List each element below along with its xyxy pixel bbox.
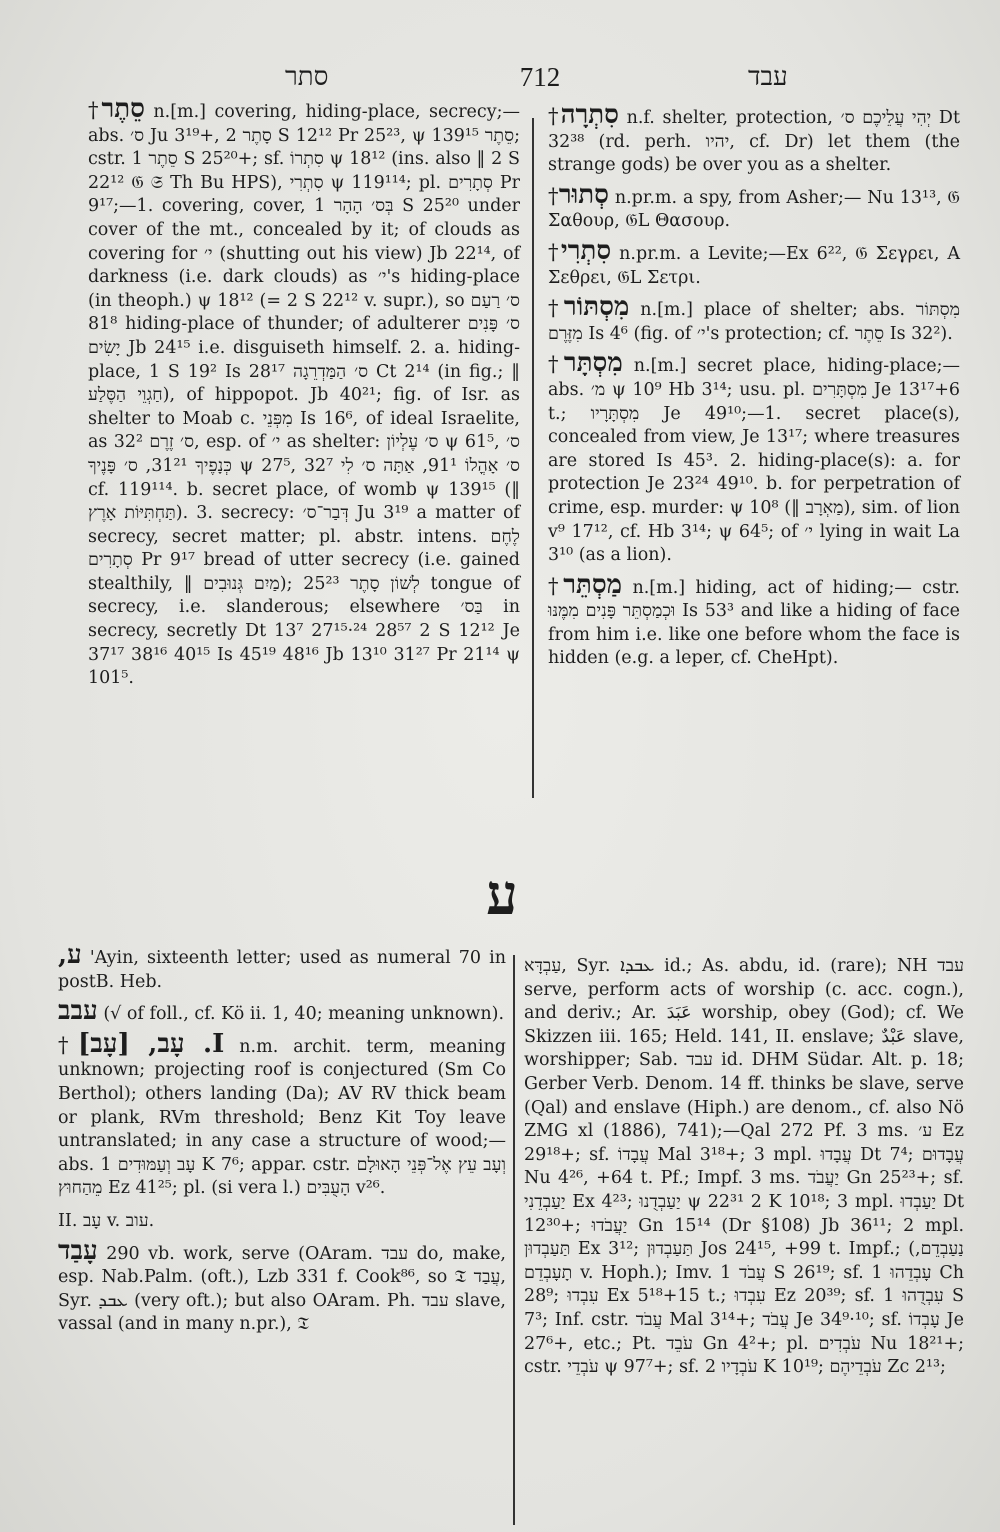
column-rule-bottom: [513, 955, 515, 1525]
entry: [548, 179, 960, 234]
column-rule-top: [532, 118, 534, 798]
lemma: סְתוּר: [558, 179, 609, 210]
entry-text: n.[m.] place of shelter; abs. מִסְתּוֹר מִזֶּרֶם Is 4⁶ (fig. of י׳'s protection; cf. סֵתֶר Is 32²).: [548, 300, 960, 344]
lemma: I. עָב, [עָב]: [77, 1028, 225, 1059]
entry: [548, 292, 960, 346]
entry-text: II. עָב v. עוב.: [58, 1210, 155, 1231]
entry: [548, 100, 961, 178]
entry-text: (√ of foll., cf. Kö ii. 1, 40; meaning unknown).: [103, 1004, 505, 1025]
entry: [548, 569, 960, 671]
column-4: [524, 952, 964, 1386]
entry-text: n.pr.m. a Levite;—Ex 6²², 𝔊 Σεγρει, A Σεθρει, 𝔊L Σετρι.: [548, 243, 961, 288]
lemma: מִסְתּוֹר: [563, 292, 630, 323]
page-number: 712: [519, 62, 561, 92]
dagger-mark: †: [88, 98, 102, 122]
running-head-right: עבד: [748, 62, 788, 92]
dagger-mark: †: [548, 239, 561, 264]
entry: [58, 1235, 506, 1337]
column-2: [548, 100, 961, 677]
entry: [58, 996, 506, 1027]
running-head-left: סתר: [285, 62, 329, 92]
dagger-mark: †: [548, 573, 564, 598]
entry-text: 'Ayin, sixteenth letter; used as numeral 70 in postB. Heb.: [58, 948, 506, 992]
entry-text: n.[m.] covering, hiding-place, secrecy;—abs. ס׳ Ju 3¹⁹+, סָתֶר 2 S 12¹² Pr 25²³, ψ סֵתֶר 139¹⁵; cstr. סֵתֶר 1 S 25²⁰+; sf. סִתְרוֹ ψ 18¹² (ins. also ‖ 2 S 22¹² 𝔊 𝔖 Th Bu HPS), סִתְרִי ψ 119¹¹⁴; pl. סְתָרִים Pr 9¹⁷;—1. covering, cover, בְּס׳ הָהָר 1 S 25²⁰ under cover of the mt., concealed by it; of clouds as covering for י׳ (shutting out his view) Jb 22¹⁴, of darkness (i.e. dark clouds) as י׳'s hiding-place (in theoph.) ψ 18¹² (= 2 S 22¹² v. supr.), so ס׳ רַעַם 81⁸ hiding-place of thunder; of adulterer ס׳ פָּנִים יָשִׂים Jb 24¹⁵ i.e. disguiseth himself. 2. a. hiding-place, 1 S 19² Is 28¹⁷ ס׳ הַמַּדְרֵגָה Ct 2¹⁴ (in fig.; ‖ חַגְוֵי הַסֶּלַע), of hippopot. Jb 40²¹; fig. of Isr. as shelter to Moab c. מִפְּנֵי Is 16⁶, of ideal Israelite, as ס׳ זֶרֶם 32², esp. of י׳ as shelter: ס׳ עֶלְיוֹן ψ 61⁵, ס׳ כְּנָפֶיךָ 31²¹, ס׳ פָּנֶיךָ ψ 27⁵, ס׳ אָהֳלוֹ 91¹, אַתָּה ס׳ לִי 32⁷ cf. 119¹¹⁴. b. secret place, of womb ψ 139¹⁵ (‖ תַּחְתִּיּוֹת אָרֶץ). 3. secrecy: דְּבַר־ס׳ Ju 3¹⁹ a matter of secrecy, secret matter; pl. abstr. intens. לֶחֶם סְתָרִים Pr 9¹⁷ bread of utter secrecy (i.e. gained stealthily, ‖ מַיִם גְּנוּבִים); לְשׁוֹן סָתֶר 25²³ tongue of secrecy, i.e. slanderous; elsewhere בַּס׳ in secrecy, secretly Dt 13⁷ 27¹⁵·²⁴ 28⁵⁷ 2 S 12¹² Je 37¹⁷ 38¹⁶ 40¹⁵ Is 45¹⁹ 48¹⁶ Jb 13¹⁰ 31²⁷ Pr 21¹⁴ ψ 101⁵.: [88, 102, 521, 689]
lemma: עבב: [58, 996, 98, 1027]
entry: [58, 940, 506, 994]
entry-text: n.[m.] secret place, hiding-place;—abs. מ׳ ψ 10⁹ Hb 3¹⁴; usu. pl. מִסְתָּרִים Je 13¹⁷+6 t.; מִסְתָּרָיו Je 49¹⁰;—1. secret place(s), concealed from view, Je 13¹⁷; where treasures are stored Is 45³. 2. hiding-place(s): a. for protection Je 23²⁴ 49¹⁰. b. for perpetration of crime, esp. murder: ψ 10⁸ (‖ מַאְרָב), sim. of lion v⁹ 17¹², cf. Hb 3¹⁴; ψ 64⁵; of י׳ lying in wait La 3¹⁰ (as a lion).: [548, 356, 961, 566]
dagger-mark: †: [58, 1032, 78, 1057]
entry: [58, 1207, 506, 1234]
lemma: מִסְתָּר: [563, 348, 623, 379]
entry: [88, 94, 521, 691]
lemma: ע,: [58, 940, 82, 970]
dagger-mark: †: [548, 352, 564, 377]
dagger-mark: †: [548, 296, 564, 321]
lemma: סֵתֶר: [101, 94, 145, 124]
entry: [524, 952, 964, 1380]
section-letter: ע: [486, 862, 518, 928]
column-1: [88, 94, 521, 697]
entry: [548, 348, 961, 567]
dagger-mark: †: [548, 104, 561, 128]
entry: [58, 1028, 506, 1201]
entry-text: n.pr.m. a spy, from Asher;— Nu 13¹³, 𝔊 Σαθουρ, 𝔊L Θασουρ.: [548, 187, 960, 232]
column-3: [58, 940, 506, 1343]
entry-text: עַבְדָּא, Syr. ܥܒܕܐ id.; As. abdu, id. (rare); NH עבד serve, perform acts of worship (c. acc. cogn.), and deriv.; Ar. عَبَدَ worship, obey (God); cf. We Skizzen iii. 165; Held. 141, II. enslave; عَبْدٌ slave, worshipper; Sab. עבד id. DHM Südar. Alt. p. 18; Gerber Verb. Denom. 14 ff. thinks be slave, serve (Qal) and enslave (Hiph.) are denom., cf. also Nö ZMG xl (1886), 741);—Qal 272 Pf. 3 ms. ע׳ Ez 29¹⁸+; sf. עֲבָדוֹ Mal 3¹⁸+; 3 mpl. עֲבָדוּ Dt 7⁴; עֲבָדוּם Nu 4²⁶, +64 t. Pf.; Impf. 3 ms. יַעֲבֹד Gn 25²³+; sf. יַעַבְדֵנִי Ex 4²³; יַעַבְדֻנוּ ψ 22³¹ 2 K 10¹⁸; 3 mpl. יַעַבְדוּ Dt 12³⁰+; יַעֲבֹדוּ Gn 15¹⁴ (Dr §108) Jb 36¹¹; 2 mpl. תַּעַבְדוּן Ex 3¹²; תַּעַבְדוּן Jos 24¹⁵, +99 t. Impf.; (נַעַבְדֵם, תָעָבְדֵם v. Hoph.); Imv. עֲבֹד 1 S 26¹⁹; sf. עָבְדֵהוּ 1 Ch 28⁹; עִבְדוּ Ex 5¹⁸+15 t.; עִבְדוּ Ez 20³⁹; sf. עִבְדֻהוּ 1 S 7³; Inf. cstr. עֲבֹד Mal 3¹⁴+; עֲבֹד Je 34⁹·¹⁰; sf. עָבְדוֹ Je 27⁶+, etc.; Pt. עֹבֵד Gn 4²+; pl. עֹבְדִים Nu 18²¹+; cstr. עֹבְדֵי ψ 97⁷+; sf. עֹבְדָיו 2 K 10¹⁹; עֹבְדֵיהֶם Zc 2¹³;: [524, 956, 965, 1378]
entry-text: n.f. shelter, protection, יְהִי עֲלֵיכֶם ס׳ Dt 32³⁸ (rd. perh. יהיו, cf. Dr) let them (the strange gods) be over you as a shelter.: [548, 108, 961, 176]
lemma: מַסְתֵּר: [563, 569, 623, 600]
lemma: עָבַד: [58, 1235, 98, 1266]
entry-text: n.[m.] hiding, act of hiding;— cstr. וּכְמַסְתֵּר פָּנִים מִמֶּנּוּ Is 53³ and like a hiding of face from him i.e. like one before whom the face is hidden (e.g. a leper, cf. CheHpt).: [548, 577, 960, 669]
entry: [548, 235, 961, 290]
dagger-mark: †: [548, 183, 559, 208]
entry-text: 290 vb. work, serve (OAram. עבד do, make, esp. Nab.Palm. (oft.), Lzb 331 f. Cook⁸⁶, so 𝔗 עֲבַד, Syr. ܥܒܕ (very oft.); but also OAram. Ph. עבד slave, vassal (and in many n.pr.), 𝔗: [58, 1243, 506, 1335]
entry-text: n.m. archit. term, meaning unknown; projecting roof is conjectured (Sm Co Berthol); others landing (Da); AV RV thick beam or plank, RVm threshold; Benz Kit Toy leave untranslated; in any case a structure of wood;—abs. עָב וְעַמּוּדִים 1 K 7⁶; appar. cstr. וְעָב עֵץ אֶל־פְּנֵי הָאוּלָם מֵהַחוּץ Ez 41²⁵; pl. (si vera l.) הָעֻבִּים v²⁶.: [58, 1036, 506, 1199]
lemma: סִתְרִי: [560, 235, 612, 266]
lemma: סִתְרָה: [560, 100, 619, 130]
